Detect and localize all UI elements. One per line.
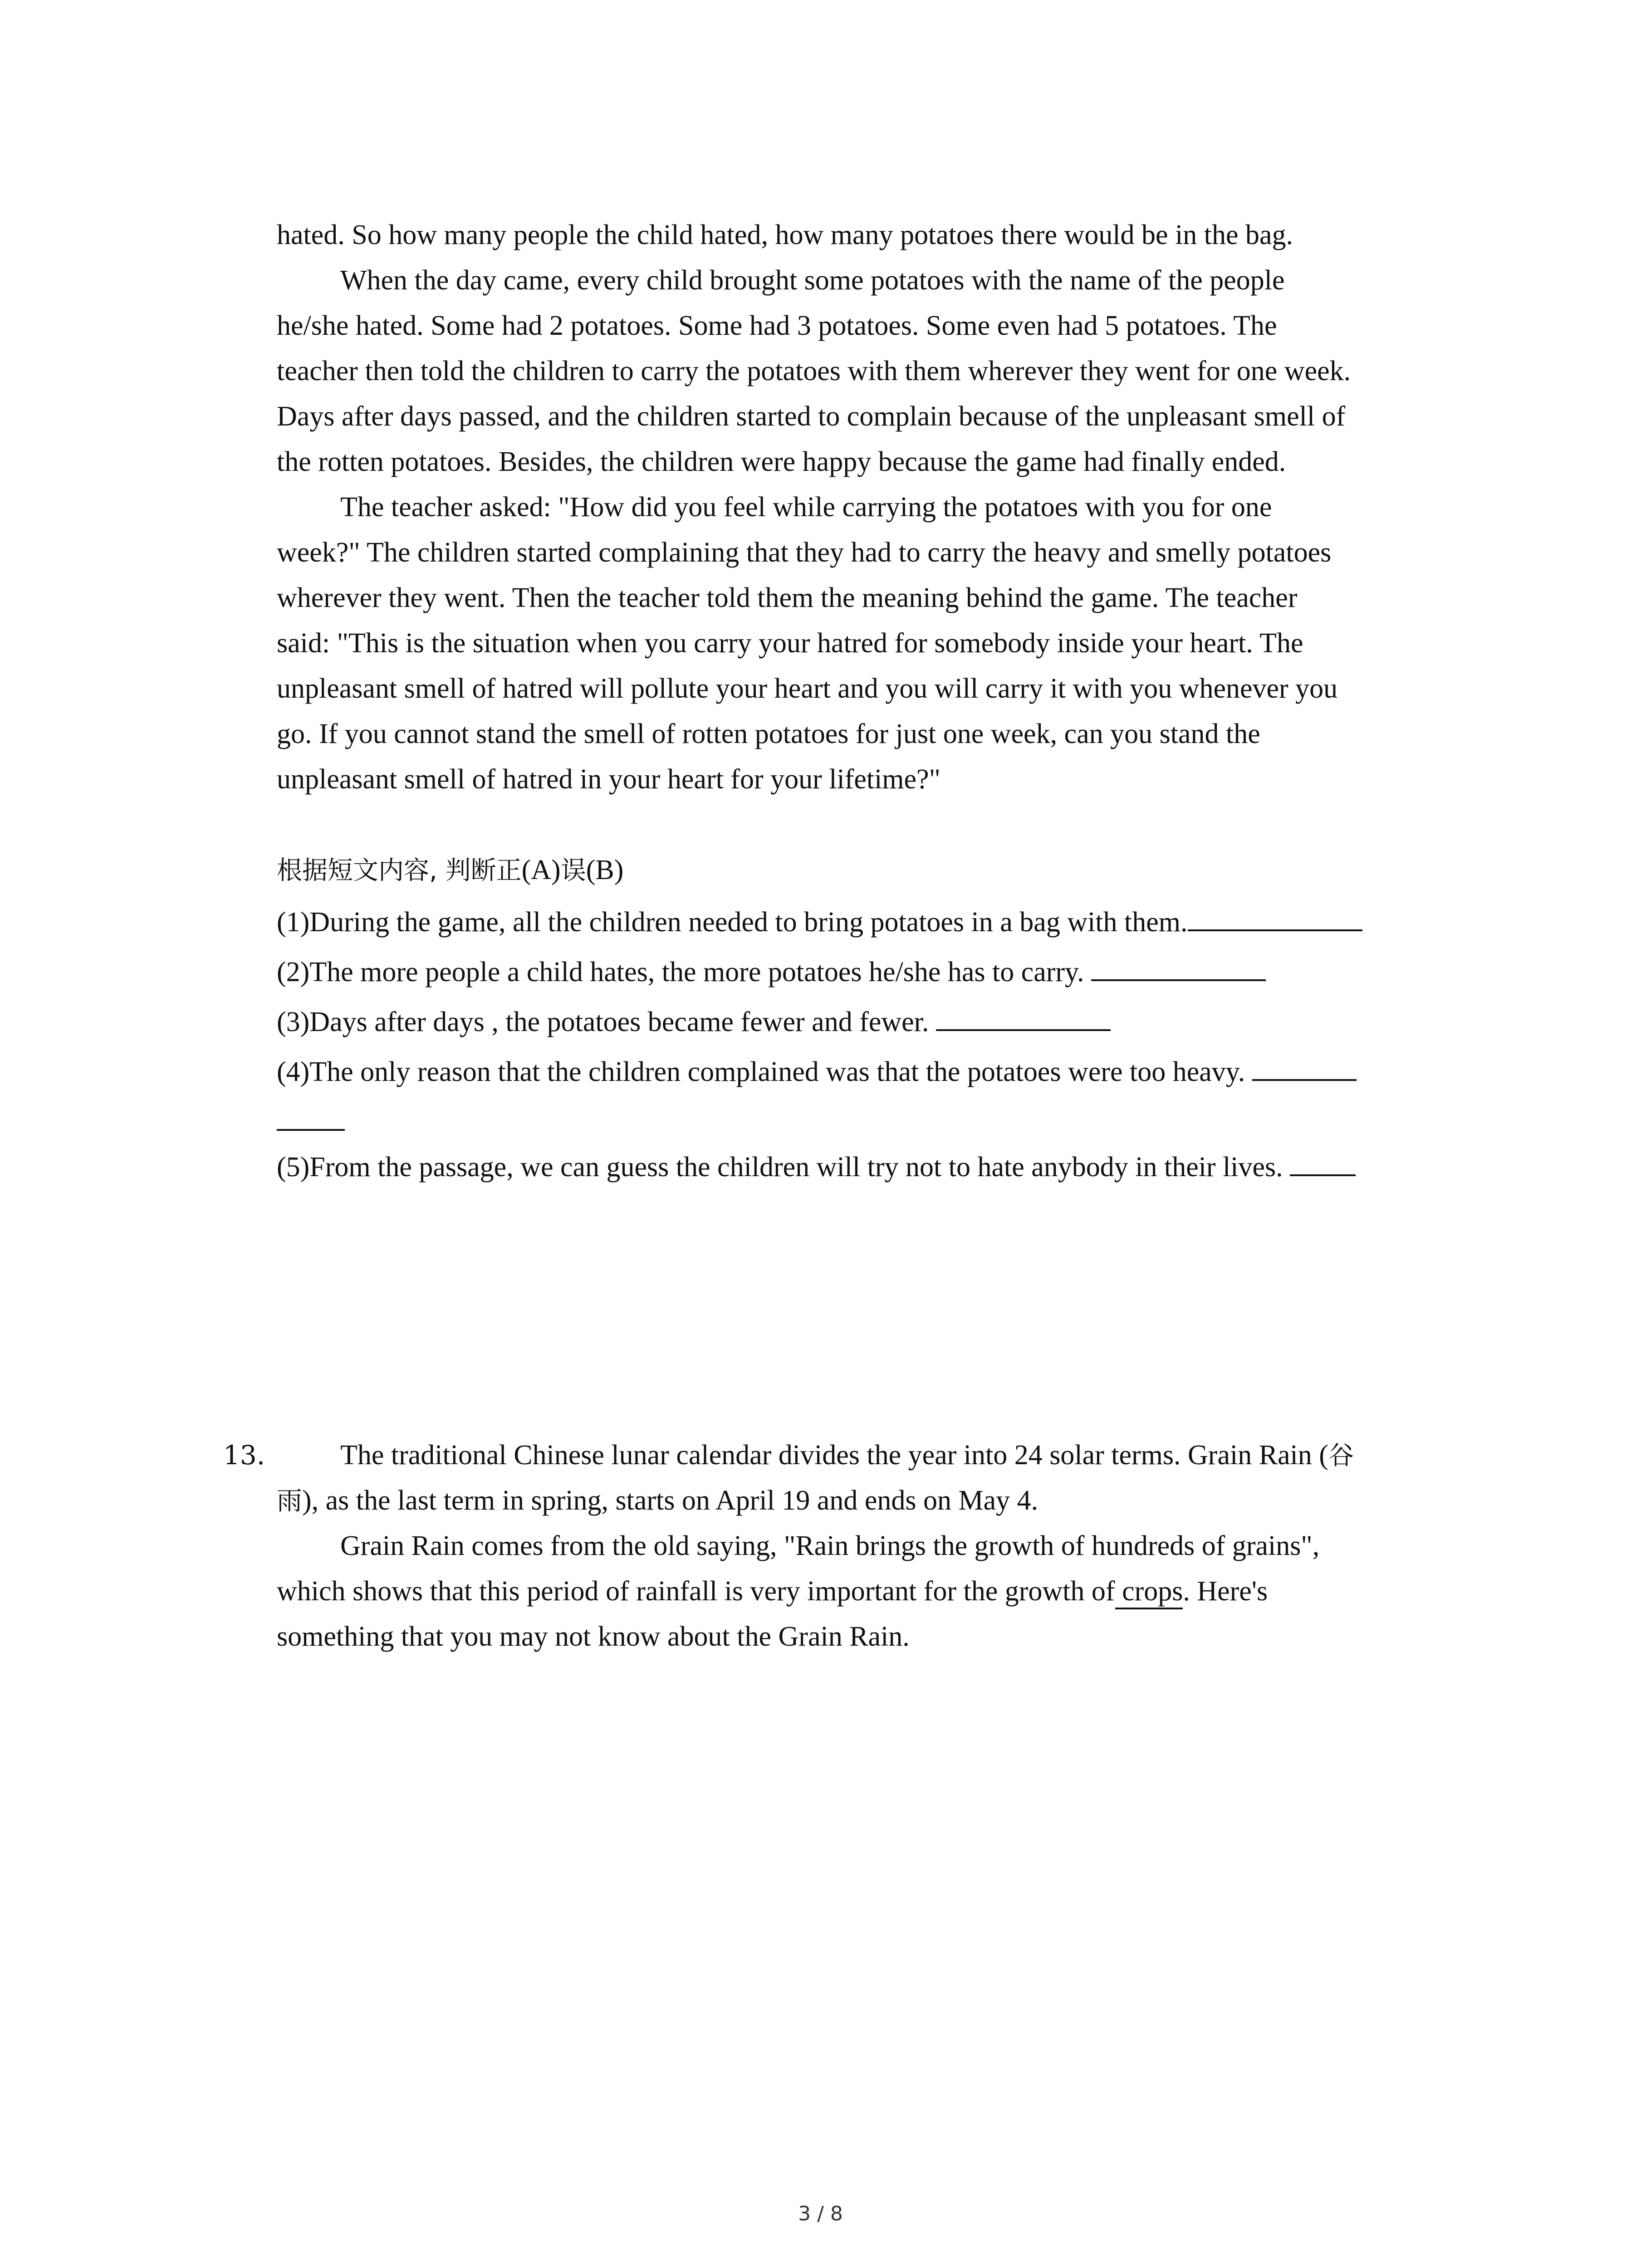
underlined-word-crops: crops [1115, 1576, 1183, 1609]
question-text: (1)During the game, all the children needed to bring potatoes in a bag with them. [277, 907, 1188, 938]
instruction-cjk: 根据短文内容, 判断正 [277, 856, 522, 885]
q13-cjk: 雨 [277, 1486, 302, 1516]
passage-text [277, 212, 1456, 802]
passage-line: The teacher asked: "How did you feel while carrying the potatoes with you for one [340, 492, 1272, 523]
passage-line: Days after days passed, and the children started to complain because of the unpleasant smell of [277, 401, 1346, 432]
passage-line: unpleasant smell of hatred in your heart for your lifetime?" [277, 764, 941, 795]
question-item [277, 947, 1456, 997]
passage-line: hated. So how many people the child hated, how many potatoes there would be in the bag. [277, 220, 1293, 250]
page-number: 3 / 8 [798, 2202, 843, 2225]
question-text: (5)From the passage, we can guess the children will try not to hate anybody in their lives. [277, 1152, 1283, 1183]
passage-line: teacher then told the children to carry the potatoes with them wherever they went for one week. [277, 356, 1351, 386]
passage-line: unpleasant smell of hatred will pollute your heart and you will carry it with you whenever you [277, 673, 1338, 704]
q13-line: The traditional Chinese lunar calendar divides the year into 24 solar terms. Grain Rain ( [340, 1440, 1328, 1471]
question-item [277, 1142, 1456, 1192]
question-text: (2)The more people a child hates, the more potatoes he/she has to carry. [277, 957, 1084, 987]
q13-line: which shows that this period of rainfall is very important for the growth of [277, 1576, 1115, 1607]
question-item [277, 1047, 1456, 1097]
passage-line: When the day came, every child brought some potatoes with the name of the people [340, 265, 1285, 296]
passage-line: wherever they went. Then the teacher told them the meaning behind the game. The teacher [277, 582, 1298, 613]
question-instruction [277, 847, 1456, 893]
answer-blank[interactable] [1290, 1146, 1356, 1176]
answer-blank-continuation[interactable] [277, 1101, 345, 1131]
question-item-continuation [277, 1097, 1456, 1142]
passage-line: go. If you cannot stand the smell of rotten potatoes for just one week, can you stand the [277, 719, 1260, 749]
q13-line: something that you may not know about the Grain Rain. [277, 1621, 910, 1652]
question-text: (3)Days after days , the potatoes became fewer and fewer. [277, 1007, 929, 1037]
passage-line: week?" The children started complaining that they had to carry the heavy and smelly potatoes [277, 537, 1332, 568]
passage-line: the rotten potatoes. Besides, the children were happy because the game had finally ended. [277, 446, 1286, 477]
answer-blank[interactable] [1188, 901, 1362, 931]
question-number: 13. [223, 1440, 265, 1471]
question-item [277, 997, 1456, 1047]
question-13-passage [277, 1432, 1456, 1659]
passage-line: said: "This is the situation when you carry your hatred for somebody inside your heart. The [277, 628, 1303, 659]
question-item [277, 897, 1456, 947]
question-text: (4)The only reason that the children complained was that the potatoes were too heavy. [277, 1056, 1245, 1087]
answer-blank[interactable] [936, 1001, 1111, 1031]
passage-line: he/she hated. Some had 2 potatoes. Some had 3 potatoes. Some even had 5 potatoes. The [277, 310, 1277, 341]
answer-blank[interactable] [1091, 951, 1266, 981]
q13-line: Grain Rain comes from the old saying, "Rain brings the growth of hundreds of grains", [340, 1530, 1320, 1561]
question-list [277, 897, 1456, 1192]
instruction-option-a: (A) [521, 855, 561, 885]
q13-cjk: 谷 [1328, 1441, 1354, 1471]
q13-line: ), as the last term in spring, starts on April 19 and ends on May 4. [302, 1485, 1038, 1516]
instruction-option-b: (B) [586, 855, 624, 885]
instruction-cjk-2: 误 [560, 856, 586, 885]
q13-line: . Here's [1183, 1576, 1268, 1607]
answer-blank[interactable] [1252, 1051, 1357, 1081]
